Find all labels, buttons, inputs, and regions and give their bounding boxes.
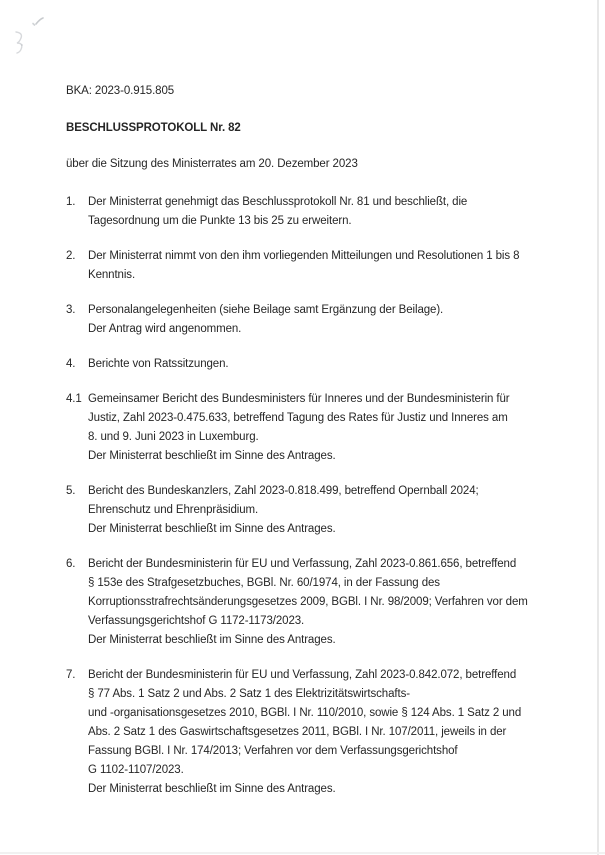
item-number: 4. xyxy=(66,358,76,370)
text-line: Abs. 2 Satz 1 des Gaswirtschaftsgesetzes 2011, BGBl. I Nr. 107/2011, jeweils in der xyxy=(88,726,507,738)
text-line: Korruptionsstrafrechtsänderungsgesetzes 2009, BGBl. I Nr. 98/2009; Verfahren vor dem xyxy=(88,596,528,608)
text-line: Kenntnis. xyxy=(88,269,136,281)
protocol-item-7 xyxy=(66,666,575,799)
item-number: 7. xyxy=(66,669,76,681)
protocol-item-6 xyxy=(66,555,575,650)
scan-edge-line xyxy=(597,0,599,855)
item-number: 5. xyxy=(66,485,76,497)
protocol-item-4-1 xyxy=(66,390,575,466)
item-number: 2. xyxy=(66,250,76,262)
scan-bottom-edge-line xyxy=(0,852,605,854)
text-line: Der Ministerrat beschließt im Sinne des Antrages. xyxy=(88,783,336,795)
protocol-item-5 xyxy=(66,482,575,539)
document-title: BESCHLUSSPROTOKOLL Nr. 82 xyxy=(66,122,241,134)
item-number: 3. xyxy=(66,304,76,316)
text-line: Der Ministerrat genehmigt das Beschlussprotokoll Nr. 81 und beschließt, die xyxy=(88,196,468,208)
text-line: Tagesordnung um die Punkte 13 bis 25 zu erweitern. xyxy=(88,215,352,227)
item-text xyxy=(88,390,575,466)
text-line: § 153e des Strafgesetzbuches, BGBl. Nr. 60/1974, in der Fassung des xyxy=(88,577,440,589)
text-line: Gemeinsamer Bericht des Bundesministers für Inneres und der Bundesministerin für xyxy=(88,393,510,405)
document-reference: BKA: 2023-0.915.805 xyxy=(66,85,175,97)
text-line: Fassung BGBl. I Nr. 174/2013; Verfahren vor dem Verfassungsgerichtshof xyxy=(88,745,458,757)
protocol-item-3 xyxy=(66,301,575,339)
text-line: Justiz, Zahl 2023-0.475.633, betreffend Tagung des Rates für Justiz und Inneres am xyxy=(88,412,508,424)
text-line: Der Ministerrat nimmt von den ihm vorliegenden Mitteilungen und Resolutionen 1 bis 8 xyxy=(88,250,520,262)
text-line: § 77 Abs. 1 Satz 2 und Abs. 2 Satz 1 des Elektrizitätswirtschafts- xyxy=(88,688,410,700)
text-line: und -organisationsgesetzes 2010, BGBl. I Nr. 110/2010, sowie § 124 Abs. 1 Satz 2 und xyxy=(88,707,522,719)
text-line: Personalangelegenheiten (siehe Beilage samt Ergänzung der Beilage). xyxy=(88,304,444,316)
document-subtitle: über die Sitzung des Ministerrates am 20. Dezember 2023 xyxy=(66,158,358,170)
text-line: 8. und 9. Juni 2023 in Luxemburg. xyxy=(88,431,259,443)
item-number: 4.1 xyxy=(66,393,82,405)
item-text xyxy=(88,301,575,339)
text-line: Berichte von Ratssitzungen. xyxy=(88,358,229,370)
item-text xyxy=(88,482,575,539)
text-line: Der Antrag wird angenommen. xyxy=(88,323,242,335)
document-content xyxy=(66,82,575,799)
text-line: Bericht des Bundeskanzlers, Zahl 2023-0.818.499, betreffend Opernball 2024; xyxy=(88,485,479,497)
text-line: Bericht der Bundesministerin für EU und Verfassung, Zahl 2023-0.842.072, betreffend xyxy=(88,669,517,681)
protocol-item-2 xyxy=(66,247,575,285)
text-line: Bericht der Bundesministerin für EU und Verfassung, Zahl 2023-0.861.656, betreffend xyxy=(88,558,517,570)
protocol-item-1 xyxy=(66,193,575,231)
text-line: Verfassungsgerichtshof G 1172-1173/2023. xyxy=(88,615,305,627)
handwritten-pen-scribble-icon xyxy=(8,8,56,60)
item-text xyxy=(88,247,575,285)
item-text xyxy=(88,666,575,799)
item-text xyxy=(88,355,575,374)
item-text xyxy=(88,555,575,650)
text-line: G 1102-1107/2023. xyxy=(88,764,184,776)
item-number: 1. xyxy=(66,196,76,208)
text-line: Ehrenschutz und Ehrenpräsidium. xyxy=(88,504,259,516)
text-line: Der Ministerrat beschließt im Sinne des Antrages. xyxy=(88,523,336,535)
protocol-item-4 xyxy=(66,355,575,374)
item-number: 6. xyxy=(66,558,76,570)
text-line: Der Ministerrat beschließt im Sinne des Antrages. xyxy=(88,450,336,462)
text-line: Der Ministerrat beschließt im Sinne des Antrages. xyxy=(88,634,336,646)
item-text xyxy=(88,193,575,231)
